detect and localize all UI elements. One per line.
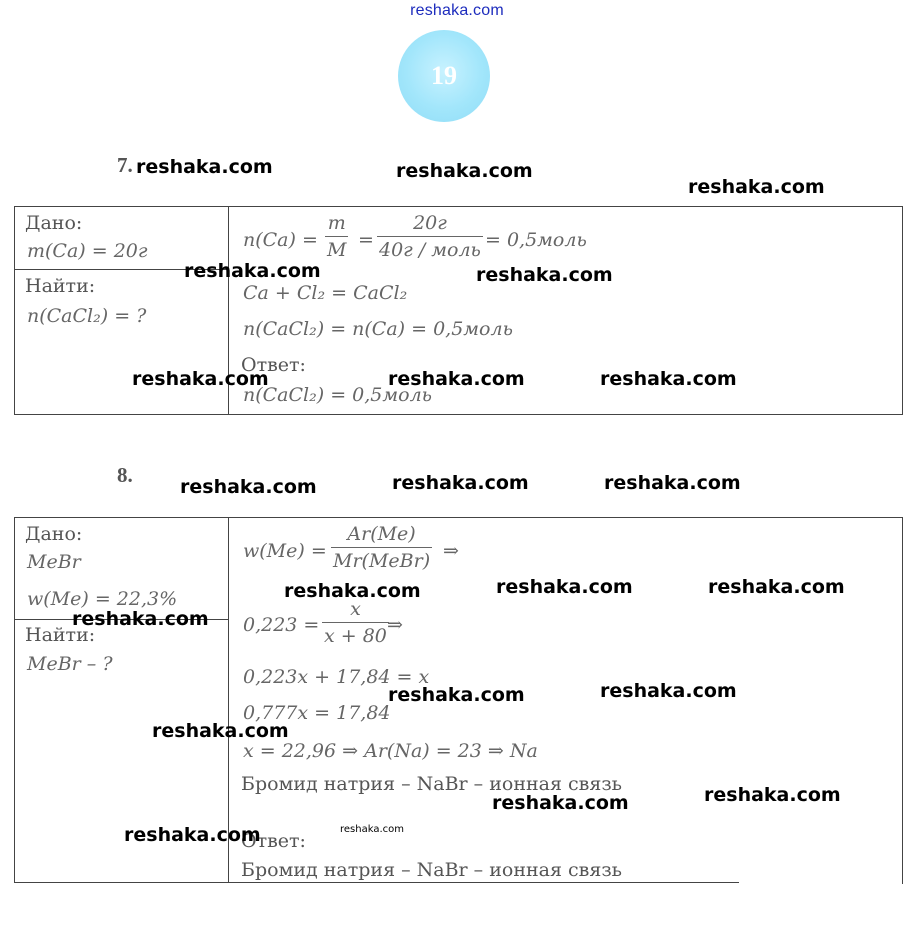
fraction-numerator: 20г [413,212,447,234]
fraction-m-over-M [325,212,348,261]
watermark: reshaka.com [600,368,737,390]
answer-label: Ответ: [241,354,306,376]
conclusion-line: Бромид натрия – NaBr – ионная связь [241,773,623,795]
watermark: reshaka.com [704,784,841,806]
watermark: reshaka.com [132,368,269,390]
watermark: reshaka.com [152,720,289,742]
formula-line-1-left: n(Ca) = [243,229,318,251]
formula-line-5: x = 22,96 ⇒ Ar(Na) = 23 ⇒ Na [243,740,538,762]
formula-line-3: n(CaCl₂) = n(Ca) = 0,5моль [243,318,513,340]
find-value: MeBr – ? [27,653,113,675]
implies-arrow: ⇒ [387,614,403,636]
table-border-right [902,518,903,884]
find-value: n(CaCl₂) = ? [27,305,147,327]
answer-label: Ответ: [241,830,306,852]
site-link[interactable]: reshaka.com [410,2,504,19]
fraction-mass-over-molar [377,212,483,261]
task-7-number: 7. [117,153,133,177]
given-label: Дано: [25,523,83,545]
watermark: reshaka.com [284,580,421,602]
watermark: reshaka.com [388,684,525,706]
table-border-bottom [15,882,739,883]
formula-line-4: 0,777x = 17,84 [243,702,391,724]
fraction-denominator: 40г / моль [379,239,481,261]
fraction-ar-over-mr [331,523,432,572]
watermark: reshaka.com [604,472,741,494]
fraction-x-over-x-plus-80 [322,598,389,647]
formula-line-1-left: w(Me) = [243,540,327,562]
implies-arrow: ⇒ [443,540,459,562]
watermark: reshaka.com [72,608,209,630]
watermark: reshaka.com [496,576,633,598]
given-value-fraction: w(Me) = 22,3% [27,588,178,610]
watermark: reshaka.com [476,264,613,286]
watermark: reshaka.com [180,476,317,498]
equals-sign: = [358,229,374,251]
watermark: reshaka.com [136,156,273,178]
task-8-number: 8. [117,463,133,487]
formula-line-3: 0,223x + 17,84 = x [243,666,430,688]
watermark-small: reshaka.com [340,824,404,835]
watermark: reshaka.com [688,176,825,198]
given-value: m(Ca) = 20г [27,240,148,262]
answer-value: n(CaCl₂) = 0,5моль [243,384,433,406]
watermark: reshaka.com [600,680,737,702]
find-label: Найти: [25,624,96,646]
formula-line-1-result: = 0,5моль [485,229,587,251]
fraction-numerator: x [350,598,361,620]
watermark: reshaka.com [492,792,629,814]
watermark: reshaka.com [184,260,321,282]
watermark: reshaka.com [392,472,529,494]
watermark: reshaka.com [124,824,261,846]
fraction-denominator: x + 80 [324,625,387,647]
given-label: Дано: [25,212,83,234]
fraction-numerator: m [327,212,346,234]
fraction-denominator: M [327,239,347,261]
given-value-compound: MeBr [27,551,81,573]
page-number-badge: 19 [398,30,490,122]
formula-line-2-left: 0,223 = [243,614,320,636]
reaction-equation: Ca + Cl₂ = CaCl₂ [243,282,408,304]
watermark: reshaka.com [396,160,533,182]
find-label: Найти: [25,275,96,297]
watermark: reshaka.com [708,576,845,598]
fraction-numerator: Ar(Me) [347,523,416,545]
answer-value: Бромид натрия – NaBr – ионная связь [241,859,623,881]
fraction-denominator: Mr(MeBr) [333,550,431,572]
watermark: reshaka.com [388,368,525,390]
